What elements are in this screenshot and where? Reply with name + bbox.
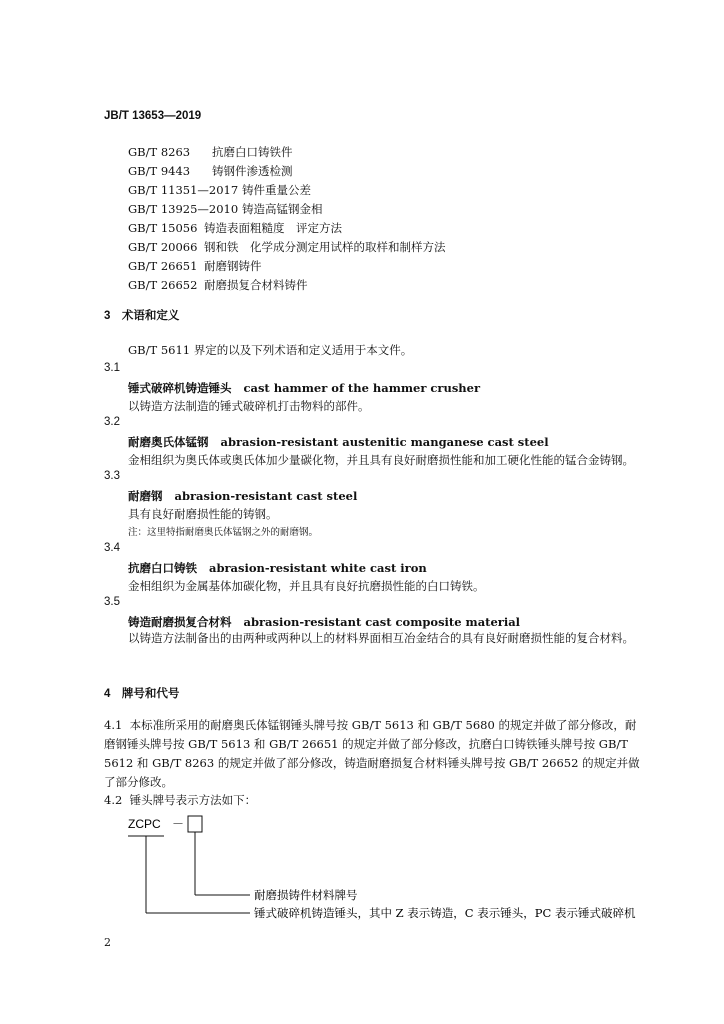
reference-title: 铸钢件渗透检测	[212, 164, 293, 178]
reference-item	[128, 182, 311, 198]
term-number: 3.5	[104, 596, 120, 608]
designation-prefix: ZCPC	[128, 817, 161, 831]
reference-item	[128, 163, 293, 179]
reference-code: GB/T 26652	[128, 278, 198, 292]
term-definition: 以铸造方法制造的锤式破碎机打击物料的部件。	[128, 399, 370, 413]
term-zh: 锤式破碎机铸造锤头	[128, 381, 232, 395]
term-zh: 耐磨钢	[128, 489, 163, 503]
reference-code: GB/T 15056	[128, 221, 198, 235]
label-prefix-meaning: 锤式破碎机铸造锤头，其中 Z 表示铸造，C 表示锤头，PC 表示锤式破碎机	[254, 906, 636, 920]
term-number: 3.3	[104, 470, 120, 482]
term-definition: 具有良好耐磨损性能的铸钢。	[128, 507, 278, 521]
paragraph-4-2	[104, 792, 256, 808]
reference-item	[128, 144, 293, 160]
term-number: 3.4	[104, 542, 120, 554]
reference-code: GB/T 8263	[128, 145, 191, 159]
term-en: cast hammer of the hammer crusher	[243, 381, 481, 395]
reference-title: 铸造表面粗糙度 评定方法	[204, 221, 342, 235]
term-zh: 铸造耐磨损复合材料	[128, 615, 232, 629]
reference-title: 耐磨钢铸件	[204, 259, 262, 273]
reference-code: GB/T 11351—2017	[128, 183, 239, 197]
term-number: 3.2	[104, 416, 120, 428]
designation-dash: －	[172, 817, 185, 831]
section-4-heading: 4 牌号和代号	[104, 688, 180, 700]
reference-code: GB/T 26651	[128, 259, 198, 273]
term-en: abrasion-resistant cast composite material	[243, 615, 521, 629]
reference-item	[128, 220, 342, 236]
term-title	[128, 488, 357, 504]
reference-code: GB/T 20066	[128, 240, 198, 254]
reference-title: 铸件重量公差	[242, 183, 311, 197]
term-title	[128, 614, 520, 630]
paragraph-text: 本标准所采用的耐磨奥氏体锰钢锤头牌号按 GB/T 5613 和 GB/T 5680 的规定并做了部分修改，耐磨钢锤头牌号按 GB/T 5613 和 GB/T 26651 的规定并做了部分修改，抗磨白口铸铁锤头牌号按 GB/T 5612 和 GB/T 8263 的规定并做了部分修改，铸造耐磨损复合材料锤头牌号按 GB/T 26652 的规定并做了部分修改。	[104, 718, 640, 789]
reference-title: 铸造高锰钢金相	[242, 202, 323, 216]
term-title	[128, 560, 427, 576]
term-en: abrasion-resistant cast steel	[174, 489, 358, 503]
term-definition: 以铸造方法制备出的由两种或两种以上的材料界面相互冶金结合的具有良好耐磨损性能的复合材料。	[128, 631, 634, 645]
reference-code: GB/T 13925—2010	[128, 202, 239, 216]
reference-code: GB/T 9443	[128, 164, 191, 178]
reference-title: 钢和铁 化学成分测定用试样的取样和制样方法	[204, 240, 446, 254]
term-number: 3.1	[104, 362, 120, 374]
section-3-heading: 3 术语和定义	[104, 310, 180, 322]
reference-title: 耐磨损复合材料铸件	[204, 278, 308, 292]
term-zh: 耐磨奥氏体锰钢	[128, 435, 209, 449]
reference-item	[128, 277, 308, 293]
term-definition: 金相组织为奥氏体或奥氏体加少量碳化物，并且具有良好耐磨损性能和加工硬化性能的锰合金铸钢。	[128, 453, 634, 467]
paragraph-4-1	[104, 716, 644, 792]
reference-item	[128, 239, 446, 255]
term-note: 注：这里特指耐磨奥氏体锰钢之外的耐磨钢。	[128, 527, 319, 538]
designation-diagram	[120, 810, 660, 930]
paragraph-number: 4.1	[104, 718, 123, 732]
document-header-id: JB/T 13653—2019	[104, 110, 202, 122]
label-material-grade: 耐磨损铸件材料牌号	[254, 888, 358, 902]
reference-title: 抗磨白口铸铁件	[212, 145, 293, 159]
page-number: 2	[104, 936, 111, 949]
term-en: abrasion-resistant austenitic manganese cast steel	[220, 435, 549, 449]
term-en: abrasion-resistant white cast iron	[209, 561, 427, 575]
term-definition: 金相组织为金属基体加碳化物，并且具有良好抗磨损性能的白口铸铁。	[128, 579, 485, 593]
material-code-box	[188, 816, 202, 832]
term-title	[128, 380, 480, 396]
term-title	[128, 434, 549, 450]
reference-item	[128, 258, 262, 274]
paragraph-number: 4.2	[104, 793, 123, 807]
section-3-intro: GB/T 5611 界定的以及下列术语和定义适用于本文件。	[128, 343, 413, 357]
term-zh: 抗磨白口铸铁	[128, 561, 197, 575]
reference-item	[128, 201, 323, 217]
paragraph-text: 锤头牌号表示方法如下：	[129, 793, 257, 807]
